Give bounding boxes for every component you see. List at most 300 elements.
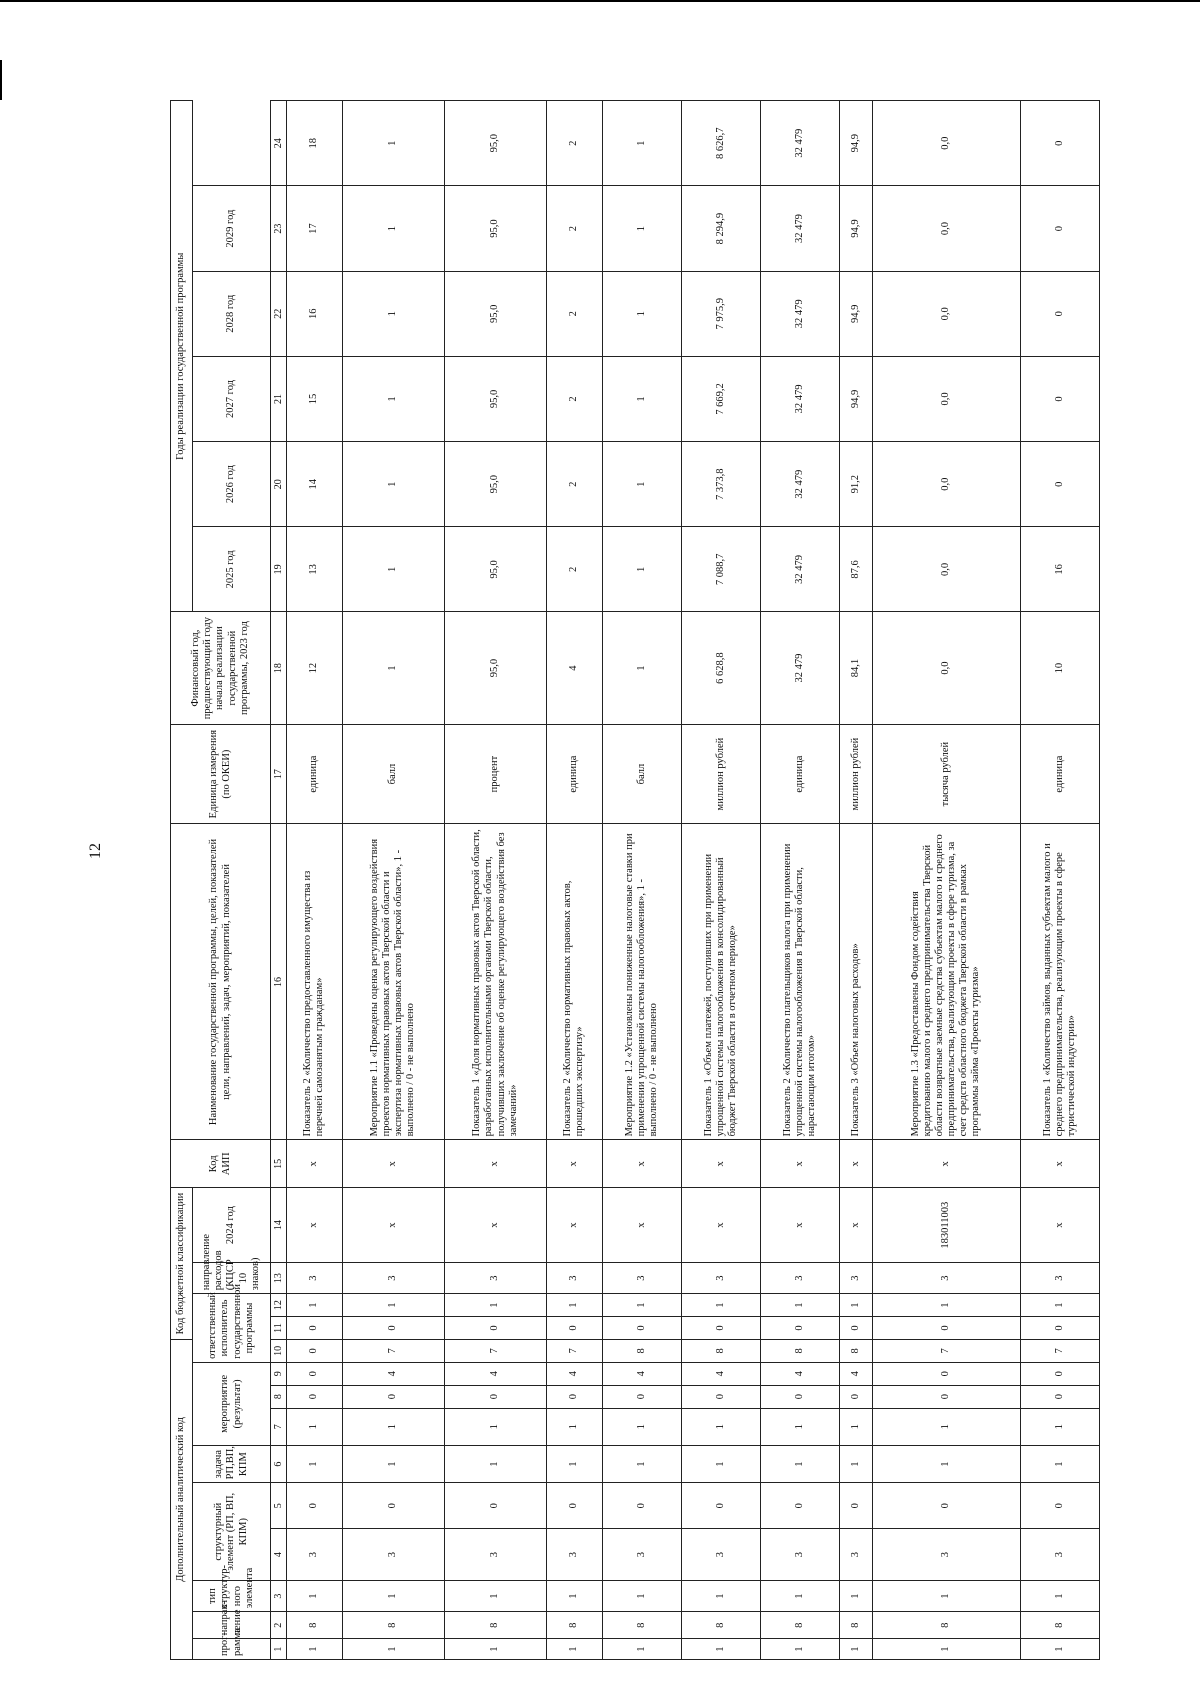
year-value-cell: 32 479	[760, 442, 839, 527]
year-value-cell: 1	[342, 101, 444, 186]
table-row	[287, 101, 343, 1660]
code-cell: 1	[760, 1294, 839, 1317]
header-struct-type: тип структур-ного элемента	[193, 1581, 271, 1612]
code-cell: 1	[547, 1294, 603, 1317]
column-number: 7	[271, 1408, 287, 1445]
column-number: 12	[271, 1294, 287, 1317]
table-row	[839, 101, 872, 1660]
code-cell: 0	[342, 1483, 444, 1529]
aip-code-cell: x	[602, 1140, 681, 1188]
base-year-value-cell: 0,0	[872, 612, 1020, 724]
code-cell: 1	[602, 1408, 681, 1445]
code-cell: 3	[444, 1263, 546, 1294]
code-cell: 0	[760, 1317, 839, 1340]
scan-top-edge	[0, 0, 1200, 2]
year-value-cell: 16	[287, 271, 343, 356]
aip-code-cell: x	[760, 1140, 839, 1188]
year-value-cell: 0,0	[872, 356, 1020, 441]
header-year-2029: 2029 год	[193, 186, 271, 271]
header-year-2025: 2025 год	[193, 527, 271, 612]
indicator-name-cell: Показатель 2 «Количество плательщиков налога при применении упрощенной системы налогообложения в Тверской области, нарастающим итогом»	[760, 824, 839, 1140]
code-cell: 1	[602, 1639, 681, 1660]
expense-direction-cell: x	[444, 1188, 546, 1263]
code-cell: 0	[1020, 1385, 1099, 1408]
year-value-cell: 7 373,8	[681, 442, 760, 527]
year-value-cell: 14	[287, 442, 343, 527]
code-cell: 1	[602, 1581, 681, 1612]
code-cell: 3	[287, 1263, 343, 1294]
code-cell: 1	[444, 1408, 546, 1445]
code-cell: 3	[872, 1263, 1020, 1294]
year-value-cell: 1	[602, 527, 681, 612]
code-cell: 3	[602, 1529, 681, 1581]
code-cell: 8	[444, 1612, 546, 1639]
code-cell: 0	[444, 1385, 546, 1408]
column-number: 18	[271, 612, 287, 724]
expense-direction-cell: x	[547, 1188, 603, 1263]
expense-direction-cell: x	[287, 1188, 343, 1263]
year-value-cell: 1	[342, 527, 444, 612]
header-unit: Единица измерения (по ОКЕИ)	[171, 724, 271, 824]
code-cell: 0	[602, 1317, 681, 1340]
code-cell: 0	[872, 1483, 1020, 1529]
code-cell: 0	[287, 1317, 343, 1340]
column-number-row	[271, 101, 287, 1660]
year-value-cell: 2	[547, 356, 603, 441]
code-cell: 8	[602, 1612, 681, 1639]
header-budget-code: Код бюджетной классификации	[171, 1188, 193, 1340]
year-value-cell: 2	[547, 527, 603, 612]
code-cell: 1	[872, 1581, 1020, 1612]
code-cell: 3	[547, 1529, 603, 1581]
base-year-value-cell: 1	[342, 612, 444, 724]
code-cell: 1	[444, 1445, 546, 1482]
year-value-cell: 2	[547, 271, 603, 356]
column-number: 24	[271, 101, 287, 186]
expense-direction-cell: x	[602, 1188, 681, 1263]
year-value-cell: 94,9	[839, 356, 872, 441]
header-year-2027: 2027 год	[193, 356, 271, 441]
code-cell: 1	[602, 1445, 681, 1482]
code-cell: 8	[760, 1339, 839, 1362]
code-cell: 8	[342, 1612, 444, 1639]
year-value-cell: 0,0	[872, 271, 1020, 356]
year-value-cell: 7 669,2	[681, 356, 760, 441]
code-cell: 0	[547, 1385, 603, 1408]
table-row	[602, 101, 681, 1660]
expense-direction-cell: x	[760, 1188, 839, 1263]
year-value-cell: 16	[1020, 527, 1099, 612]
year-value-cell: 95,0	[444, 271, 546, 356]
code-cell: 0	[760, 1385, 839, 1408]
code-cell: 1	[760, 1581, 839, 1612]
code-cell: 1	[839, 1408, 872, 1445]
year-value-cell: 0,0	[872, 442, 1020, 527]
indicator-name-cell: Показатель 1 «Количество займов, выданных субъектам малого и среднего предпринимательства, реализующим проекты в сфере туристической индустрии»	[1020, 824, 1099, 1140]
code-cell: 1	[444, 1639, 546, 1660]
code-cell: 7	[547, 1339, 603, 1362]
code-cell: 0	[872, 1385, 1020, 1408]
header-year-2026: 2026 год	[193, 442, 271, 527]
code-cell: 0	[872, 1362, 1020, 1385]
column-number: 19	[271, 527, 287, 612]
code-cell: 0	[287, 1483, 343, 1529]
year-value-cell: 94,9	[839, 186, 872, 271]
column-number: 13	[271, 1263, 287, 1294]
base-year-value-cell: 84,1	[839, 612, 872, 724]
year-value-cell: 95,0	[444, 442, 546, 527]
code-cell: 1	[342, 1581, 444, 1612]
column-number: 10	[271, 1339, 287, 1362]
unit-cell: миллион рублей	[839, 724, 872, 824]
header-name: Наименование государственной программы, целей, показателей цели, направлений, задач, мероприятий, показателей	[171, 824, 271, 1140]
header-aip-code: Код АИП	[171, 1140, 271, 1188]
indicator-name-cell: Мероприятие 1.2 «Установлены пониженные налоговые ставки при применении упрощенной системы налогообложения», 1 - выполнено / 0 - не выполнено	[602, 824, 681, 1140]
header-additional-code: Дополнительный аналитический код	[171, 1339, 193, 1659]
aip-code-cell: x	[342, 1140, 444, 1188]
year-value-cell: 0	[1020, 271, 1099, 356]
unit-cell: балл	[342, 724, 444, 824]
code-cell: 1	[760, 1408, 839, 1445]
year-value-cell: 0	[1020, 442, 1099, 527]
code-cell: 0	[681, 1317, 760, 1340]
code-cell: 1	[839, 1639, 872, 1660]
expense-direction-cell: x	[342, 1188, 444, 1263]
code-cell: 1	[839, 1581, 872, 1612]
code-cell: 8	[681, 1612, 760, 1639]
unit-cell: балл	[602, 724, 681, 824]
column-number: 6	[271, 1445, 287, 1482]
code-cell: 0	[839, 1483, 872, 1529]
code-cell: 1	[681, 1639, 760, 1660]
table-row	[1020, 101, 1099, 1660]
year-value-cell: 7 088,7	[681, 527, 760, 612]
column-number: 14	[271, 1188, 287, 1263]
unit-cell: единица	[287, 724, 343, 824]
code-cell: 3	[872, 1529, 1020, 1581]
code-cell: 0	[681, 1385, 760, 1408]
code-cell: 0	[342, 1385, 444, 1408]
code-cell: 3	[547, 1263, 603, 1294]
code-cell: 3	[760, 1263, 839, 1294]
year-value-cell: 8 294,9	[681, 186, 760, 271]
code-cell: 1	[681, 1445, 760, 1482]
year-value-cell: 1	[602, 356, 681, 441]
code-cell: 1	[1020, 1408, 1099, 1445]
code-cell: 8	[602, 1339, 681, 1362]
table-row	[681, 101, 760, 1660]
year-value-cell: 1	[602, 186, 681, 271]
code-cell: 7	[444, 1339, 546, 1362]
code-cell: 3	[839, 1263, 872, 1294]
header-measure: мероприятие (результат)	[193, 1362, 271, 1445]
code-cell: 3	[1020, 1529, 1099, 1581]
column-number: 20	[271, 442, 287, 527]
header-direction: направ-ление	[193, 1612, 271, 1639]
year-value-cell: 2	[547, 186, 603, 271]
table-row	[872, 101, 1020, 1660]
code-cell: 1	[1020, 1639, 1099, 1660]
column-number: 5	[271, 1483, 287, 1529]
year-value-cell: 1	[342, 356, 444, 441]
code-cell: 1	[287, 1581, 343, 1612]
base-year-value-cell: 4	[547, 612, 603, 724]
table-row	[547, 101, 603, 1660]
header-year-2024: 2024 год	[193, 1188, 271, 1263]
table-row	[342, 101, 444, 1660]
code-cell: 1	[444, 1581, 546, 1612]
code-cell: 0	[287, 1362, 343, 1385]
base-year-value-cell: 10	[1020, 612, 1099, 724]
code-cell: 0	[602, 1483, 681, 1529]
column-number: 15	[271, 1140, 287, 1188]
column-number: 22	[271, 271, 287, 356]
year-value-cell: 91,2	[839, 442, 872, 527]
code-cell: 3	[602, 1263, 681, 1294]
header-task: задача РП,ВП, КПМ	[193, 1445, 271, 1482]
header-expense-direction: направление расходов (КЦСР 10 знаков)	[193, 1263, 271, 1294]
code-cell: 0	[547, 1483, 603, 1529]
year-value-cell: 7 975,9	[681, 271, 760, 356]
code-cell: 8	[760, 1612, 839, 1639]
code-cell: 4	[342, 1362, 444, 1385]
column-number: 4	[271, 1529, 287, 1581]
code-cell: 8	[547, 1612, 603, 1639]
year-value-cell: 0	[1020, 356, 1099, 441]
header-program: прог-рамма	[193, 1639, 271, 1660]
year-value-cell: 1	[602, 101, 681, 186]
year-value-cell: 0,0	[872, 186, 1020, 271]
code-cell: 0	[444, 1317, 546, 1340]
code-cell: 4	[681, 1362, 760, 1385]
base-year-value-cell: 6 628,8	[681, 612, 760, 724]
indicator-name-cell: Показатель 3 «Объем налоговых расходов»	[839, 824, 872, 1140]
aip-code-cell: x	[872, 1140, 1020, 1188]
year-value-cell: 32 479	[760, 271, 839, 356]
code-cell: 4	[547, 1362, 603, 1385]
code-cell: 1	[681, 1294, 760, 1317]
year-value-cell: 95,0	[444, 186, 546, 271]
code-cell: 0	[287, 1385, 343, 1408]
column-number: 16	[271, 824, 287, 1140]
code-cell: 4	[839, 1362, 872, 1385]
year-value-cell: 32 479	[760, 356, 839, 441]
column-number: 8	[271, 1385, 287, 1408]
base-year-value-cell: 12	[287, 612, 343, 724]
code-cell: 1	[287, 1294, 343, 1317]
year-value-cell: 1	[342, 186, 444, 271]
column-number: 2	[271, 1612, 287, 1639]
code-cell: 1	[287, 1445, 343, 1482]
year-value-cell: 1	[602, 271, 681, 356]
base-year-value-cell: 1	[602, 612, 681, 724]
code-cell: 0	[1020, 1362, 1099, 1385]
code-cell: 1	[872, 1445, 1020, 1482]
indicator-name-cell: Показатель 1 «Доля нормативных правовых актов Тверской области, разработанных исполнительными органами Тверской области, получивших заключение об оценке регулирующего воздействия без замечаний»	[444, 824, 546, 1140]
code-cell: 0	[872, 1317, 1020, 1340]
aip-code-cell: x	[287, 1140, 343, 1188]
aip-code-cell: x	[444, 1140, 546, 1188]
code-cell: 4	[760, 1362, 839, 1385]
code-cell: 1	[444, 1294, 546, 1317]
code-cell: 3	[287, 1529, 343, 1581]
indicator-name-cell: Показатель 2 «Количество нормативных правовых актов, прошедших экспертизу»	[547, 824, 603, 1140]
year-value-cell: 95,0	[444, 527, 546, 612]
unit-cell: единица	[1020, 724, 1099, 824]
header-base-year: Финансовый год, предшествующий году начала реализации государственной программы, 2023 год	[171, 612, 271, 724]
code-cell: 1	[287, 1408, 343, 1445]
header-years-group: Годы реализации государственной программы	[171, 101, 193, 612]
column-number: 23	[271, 186, 287, 271]
rotated-table-box	[170, 100, 1100, 1660]
indicator-name-cell: Показатель 1 «Объем платежей, поступивших при применении упрощенной системы налогообложения в консолидированный бюджет Тверской области в отчетном периоде»	[681, 824, 760, 1140]
expense-direction-cell: x	[839, 1188, 872, 1263]
code-cell: 3	[342, 1529, 444, 1581]
year-value-cell: 95,0	[444, 101, 546, 186]
code-cell: 1	[547, 1445, 603, 1482]
column-number: 11	[271, 1317, 287, 1340]
expense-direction-cell: 183011003	[872, 1188, 1020, 1263]
code-cell: 8	[839, 1339, 872, 1362]
aip-code-cell: x	[839, 1140, 872, 1188]
year-value-cell: 2	[547, 101, 603, 186]
code-cell: 1	[547, 1408, 603, 1445]
code-cell: 1	[1020, 1445, 1099, 1482]
code-cell: 1	[681, 1408, 760, 1445]
code-cell: 1	[602, 1294, 681, 1317]
code-cell: 1	[872, 1639, 1020, 1660]
expense-direction-cell: x	[681, 1188, 760, 1263]
code-cell: 4	[602, 1362, 681, 1385]
code-cell: 7	[872, 1339, 1020, 1362]
year-value-cell: 32 479	[760, 527, 839, 612]
code-cell: 8	[839, 1612, 872, 1639]
unit-cell: миллион рублей	[681, 724, 760, 824]
code-cell: 0	[1020, 1483, 1099, 1529]
year-value-cell: 1	[342, 271, 444, 356]
column-number: 21	[271, 356, 287, 441]
year-value-cell: 0	[1020, 101, 1099, 186]
code-cell: 3	[760, 1529, 839, 1581]
year-value-cell: 13	[287, 527, 343, 612]
year-value-cell: 0,0	[872, 101, 1020, 186]
code-cell: 8	[287, 1612, 343, 1639]
header-struct-element: структурный элемент (РП, ВП, КПМ)	[193, 1483, 271, 1581]
year-value-cell: 1	[342, 442, 444, 527]
column-number: 17	[271, 724, 287, 824]
indicator-name-cell: Показатель 2 «Количество предоставленного имущества из перечней самозанятым гражданам»	[287, 824, 343, 1140]
code-cell: 1	[342, 1445, 444, 1482]
code-cell: 8	[1020, 1612, 1099, 1639]
indicator-name-cell: Мероприятие 1.3 «Предоставлены Фондом содействия кредитованию малого и среднего предпринимательства Тверской области возвратные заемные средства субъектам малого и среднего предпринимательства, реализующим проекты в сфере туризма, за счет средств областного бюджета Тверской области в рамках программы займа «Проекты туризма»	[872, 824, 1020, 1140]
year-value-cell: 32 479	[760, 186, 839, 271]
code-cell: 0	[839, 1317, 872, 1340]
scan-left-mark	[0, 60, 2, 100]
header-executor: ответственный исполнитель государственной программы	[193, 1294, 271, 1363]
code-cell: 1	[342, 1294, 444, 1317]
code-cell: 1	[547, 1581, 603, 1612]
code-cell: 0	[547, 1317, 603, 1340]
code-cell: 3	[1020, 1263, 1099, 1294]
code-cell: 3	[681, 1263, 760, 1294]
unit-cell: единица	[547, 724, 603, 824]
code-cell: 0	[602, 1385, 681, 1408]
code-cell: 0	[444, 1483, 546, 1529]
base-year-value-cell: 95,0	[444, 612, 546, 724]
expense-direction-cell: x	[1020, 1188, 1099, 1263]
table-row	[760, 101, 839, 1660]
year-value-cell: 15	[287, 356, 343, 441]
code-cell: 7	[1020, 1339, 1099, 1362]
code-cell: 3	[681, 1529, 760, 1581]
code-cell: 0	[839, 1385, 872, 1408]
code-cell: 1	[760, 1639, 839, 1660]
code-cell: 0	[760, 1483, 839, 1529]
year-value-cell: 87,6	[839, 527, 872, 612]
code-cell: 1	[287, 1639, 343, 1660]
code-cell: 1	[839, 1445, 872, 1482]
code-cell: 1	[342, 1408, 444, 1445]
year-value-cell: 18	[287, 101, 343, 186]
code-cell: 1	[1020, 1294, 1099, 1317]
code-cell: 1	[342, 1639, 444, 1660]
year-value-cell: 8 626,7	[681, 101, 760, 186]
indicator-name-cell: Мероприятие 1.1 «Проведены оценка регулирующего воздействия проектов нормативных правовых актов Тверской области и экспертиза нормативных правовых актов Тверской области», 1 - выполнено / 0 - не выполнено	[342, 824, 444, 1140]
aip-code-cell: x	[547, 1140, 603, 1188]
unit-cell: единица	[760, 724, 839, 824]
year-value-cell: 2	[547, 442, 603, 527]
year-value-cell: 94,9	[839, 101, 872, 186]
column-number: 3	[271, 1581, 287, 1612]
year-value-cell: 17	[287, 186, 343, 271]
code-cell: 1	[681, 1581, 760, 1612]
code-cell: 8	[681, 1339, 760, 1362]
code-cell: 0	[681, 1483, 760, 1529]
unit-cell: тысяча рублей	[872, 724, 1020, 824]
code-cell: 0	[287, 1339, 343, 1362]
code-cell: 1	[839, 1294, 872, 1317]
aip-code-cell: x	[1020, 1140, 1099, 1188]
column-number: 9	[271, 1362, 287, 1385]
year-value-cell: 0	[1020, 186, 1099, 271]
code-cell: 3	[839, 1529, 872, 1581]
rotated-table-wrapper	[170, 100, 1100, 1660]
year-value-cell: 94,9	[839, 271, 872, 356]
table-body	[287, 101, 1100, 1660]
unit-cell: процент	[444, 724, 546, 824]
year-value-cell: 32 479	[760, 101, 839, 186]
code-cell: 4	[444, 1362, 546, 1385]
code-cell: 1	[872, 1294, 1020, 1317]
year-value-cell: 95,0	[444, 356, 546, 441]
year-value-cell: 1	[602, 442, 681, 527]
code-cell: 0	[1020, 1317, 1099, 1340]
code-cell: 1	[760, 1445, 839, 1482]
table-row	[444, 101, 546, 1660]
page-number: 12	[87, 843, 104, 859]
code-cell: 3	[342, 1263, 444, 1294]
indicator-table	[170, 100, 1100, 1660]
code-cell: 7	[342, 1339, 444, 1362]
code-cell: 1	[547, 1639, 603, 1660]
code-cell: 0	[342, 1317, 444, 1340]
header-year-2028: 2028 год	[193, 271, 271, 356]
code-cell: 3	[444, 1529, 546, 1581]
code-cell: 1	[872, 1408, 1020, 1445]
aip-code-cell: x	[681, 1140, 760, 1188]
column-number: 1	[271, 1639, 287, 1660]
code-cell: 8	[872, 1612, 1020, 1639]
